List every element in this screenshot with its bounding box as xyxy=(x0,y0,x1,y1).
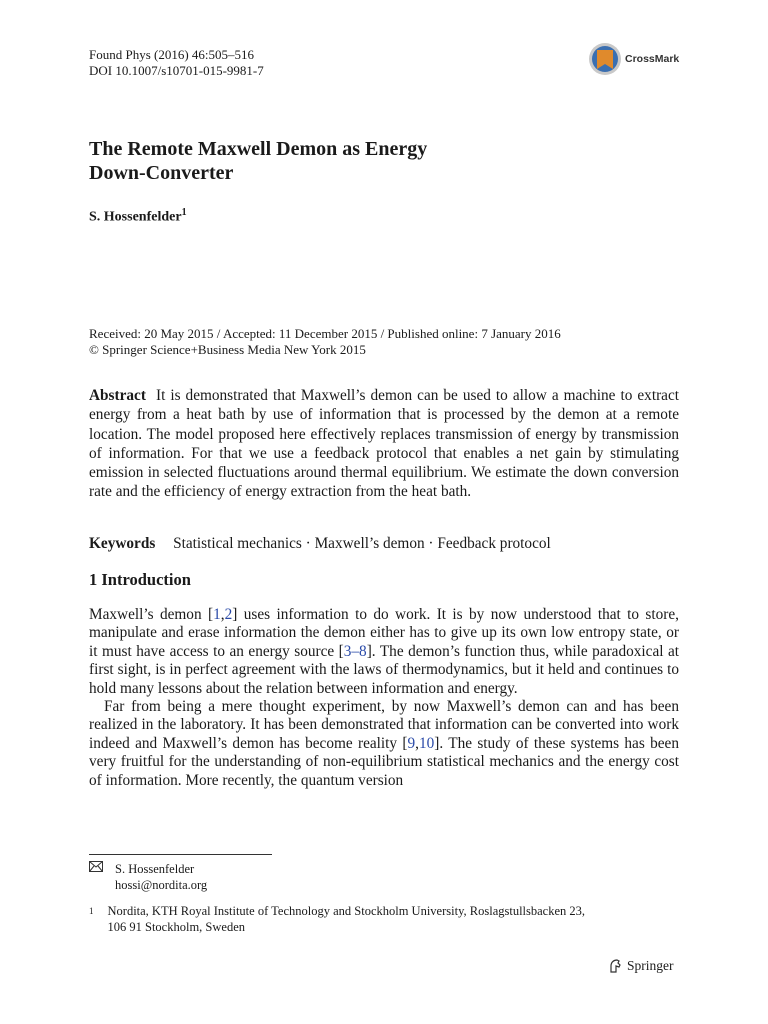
abstract-label: Abstract xyxy=(89,387,146,404)
paragraph-1 xyxy=(89,606,679,698)
citation-link-2[interactable]: 2 xyxy=(224,606,233,623)
publisher-logo xyxy=(607,958,674,974)
title-line-1: The Remote Maxwell Demon as Energy xyxy=(89,138,428,160)
affiliation-line-1: Nordita, KTH Royal Institute of Technology and Stockholm University, Roslagstullsbacken 23, xyxy=(107,904,586,918)
journal-header xyxy=(89,47,264,79)
author-name: S. Hossenfelder xyxy=(89,209,182,225)
citation-link-1[interactable]: 1 xyxy=(213,606,221,623)
envelope-icon xyxy=(89,861,103,872)
crossmark-badge[interactable] xyxy=(588,42,679,76)
text-run: ] uses information to do work. It is by now understood that to store, manipulate and erase information the demon either has to give up its own low entropy state, or it must have access to an energy source [ xyxy=(89,606,679,660)
keywords-label: Keywords xyxy=(89,535,156,552)
publication-dates: Received: 20 May 2015 / Accepted: 11 December 2015 / Published online: 7 January 2016 xyxy=(89,326,561,341)
citation-link-9[interactable]: 9 xyxy=(407,734,416,752)
corresponding-email[interactable]: hossi@nordita.org xyxy=(115,878,208,892)
crossmark-icon xyxy=(588,42,622,76)
text-run: ]. The study of these systems has been very fruitful for the understanding of non-equilibrium statistical mechanics and the energy cost of information. More recently, the quantum version xyxy=(89,734,679,789)
publication-info xyxy=(89,326,561,358)
text-run: Maxwell’s demon [ xyxy=(89,606,214,623)
springer-horse-icon xyxy=(607,958,623,974)
affiliation-mark: 1 xyxy=(181,207,187,218)
citation-link-10[interactable]: 10 xyxy=(418,734,435,752)
publisher-name: Springer xyxy=(627,958,674,973)
keywords xyxy=(89,535,679,553)
paper-title xyxy=(89,137,649,185)
text-run: ]. The demon’s function thus, while paradoxical at first sight, is in perfect agreement with the laws of thermodynamics, but it held and continues to hold many lessons about the relation between information and energy. xyxy=(89,642,680,697)
doi: DOI 10.1007/s10701-015-9981-7 xyxy=(89,63,264,78)
crossmark-label: CrossMark xyxy=(625,53,680,65)
text-run: , xyxy=(220,606,225,623)
corresponding-author xyxy=(89,861,207,893)
author-line xyxy=(89,207,187,226)
citation-link-3-8[interactable]: 3–8 xyxy=(343,642,367,660)
affiliation-number: 1 xyxy=(89,906,94,916)
paragraph-2 xyxy=(89,698,679,790)
journal-citation: Found Phys (2016) 46:505–516 xyxy=(89,47,255,62)
affiliation-line-2: 106 91 Stockholm, Sweden xyxy=(107,920,245,934)
affiliation-footnote xyxy=(89,903,679,935)
keywords-text: Statistical mechanics · Maxwell’s demon · Feedback protocol xyxy=(173,535,551,552)
abstract-text: It is demonstrated that Maxwell’s demon can be used to allow a machine to extract energy from a heat bath by use of information that is processed by the demon at a remote location. The model proposed here effectively replaces transmission of energy by transmission of information. For that we use a feedback protocol that enables a net gain by stimulating emission in selected fluctuations around thermal equilibrium. We estimate the down conversion rate and the efficiency of energy extraction from the heat bath. xyxy=(89,387,679,501)
section-body xyxy=(89,606,679,790)
text-run: , xyxy=(415,734,419,752)
footnote-divider xyxy=(89,854,272,855)
copyright: © Springer Science+Business Media New York 2015 xyxy=(89,342,366,357)
text-run: Far from being a mere thought experiment, by now Maxwell’s demon can and has been realized in the laboratory. It has been demonstrated that information can be converted into work indeed and Maxwell’s demon has become reality [ xyxy=(89,698,679,752)
corresponding-name: S. Hossenfelder xyxy=(115,862,195,876)
title-line-2: Down-Converter xyxy=(89,162,234,184)
abstract xyxy=(89,386,679,502)
section-heading: 1 Introduction xyxy=(89,570,191,589)
